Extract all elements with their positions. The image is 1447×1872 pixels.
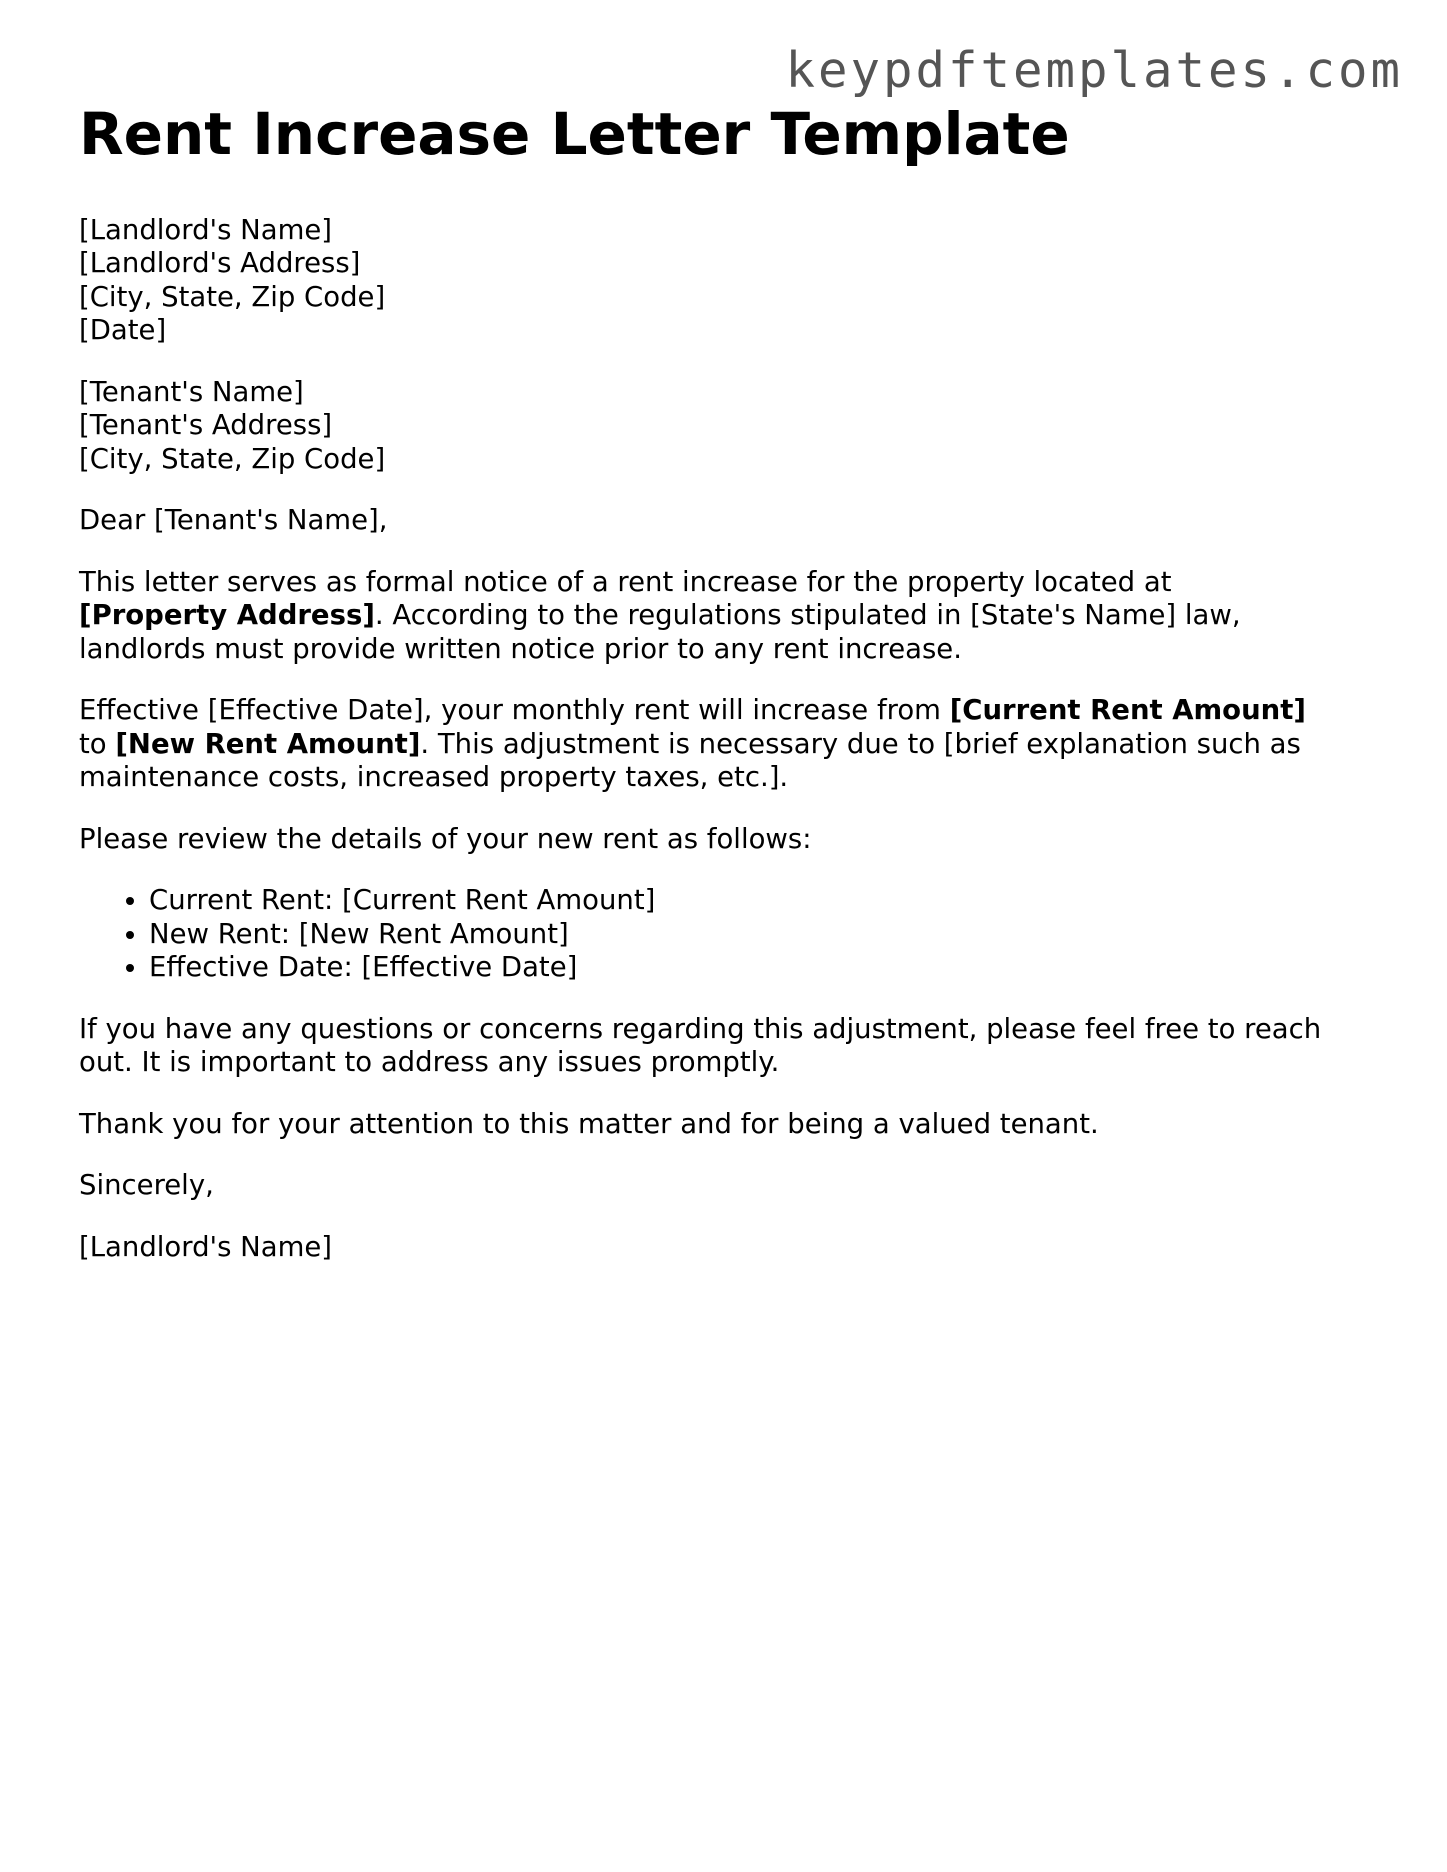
landlord-address-block xyxy=(79,214,1379,348)
questions-line-2: out. It is important to address any issues promptly. xyxy=(79,1046,780,1079)
landlord-city-state-zip: [City, State, Zip Code] xyxy=(79,280,386,313)
increase-line-2-prefix: to xyxy=(79,727,116,760)
landlord-address: [Landlord's Address] xyxy=(79,247,361,280)
increase-line-1-text: Effective [Effective Date], your monthly rent will increase from xyxy=(79,694,950,727)
list-item: • Current Rent: [Current Rent Amount] xyxy=(149,884,1379,918)
rent-details-list xyxy=(79,884,1379,985)
new-rent-placeholder: [New Rent Amount] xyxy=(115,727,421,760)
signature: [Landlord's Name] xyxy=(79,1230,333,1263)
tenant-name: [Tenant's Name] xyxy=(79,375,304,408)
notice-line-3: landlords must provide written notice prior to any rent increase. xyxy=(79,632,962,665)
notice-line-2 xyxy=(79,599,1379,633)
notice-paragraph xyxy=(79,566,1379,667)
notice-line-1: This letter serves as formal notice of a rent increase for the property located at xyxy=(79,565,1172,598)
watermark-text: keypdftemplates.com xyxy=(785,42,1403,99)
tenant-address-block xyxy=(79,376,1379,477)
salutation: Dear [Tenant's Name], xyxy=(79,504,388,537)
landlord-name: [Landlord's Name] xyxy=(79,213,333,246)
list-item: • New Rent: [New Rent Amount] xyxy=(149,918,1379,952)
increase-line-2-text: . This adjustment is necessary due to [brief explanation such as xyxy=(420,727,1301,760)
questions-paragraph xyxy=(79,1013,1379,1080)
current-rent-placeholder: [Current Rent Amount] xyxy=(949,694,1306,727)
property-address-placeholder: [Property Address] xyxy=(79,599,375,632)
list-item: • Effective Date: [Effective Date] xyxy=(149,951,1379,985)
letter-document xyxy=(79,100,1379,1264)
questions-line-1: If you have any questions or concerns regarding this adjustment, please feel free to reach xyxy=(79,1012,1322,1045)
increase-line-2 xyxy=(79,728,1379,762)
tenant-city-state-zip: [City, State, Zip Code] xyxy=(79,442,386,475)
increase-line-1 xyxy=(79,694,1379,728)
letter-date: [Date] xyxy=(79,314,167,347)
notice-line-2-text: . According to the regulations stipulated in [State's Name] law, xyxy=(374,599,1241,632)
thanks-paragraph: Thank you for your attention to this matter and for being a valued tenant. xyxy=(79,1107,1099,1140)
tenant-address: [Tenant's Address] xyxy=(79,409,333,442)
page-title: Rent Increase Letter Template xyxy=(79,100,1070,168)
increase-line-3: maintenance costs, increased property taxes, etc.]. xyxy=(79,761,789,794)
closing: Sincerely, xyxy=(79,1169,214,1202)
increase-paragraph xyxy=(79,694,1379,795)
review-intro: Please review the details of your new rent as follows: xyxy=(79,822,812,855)
